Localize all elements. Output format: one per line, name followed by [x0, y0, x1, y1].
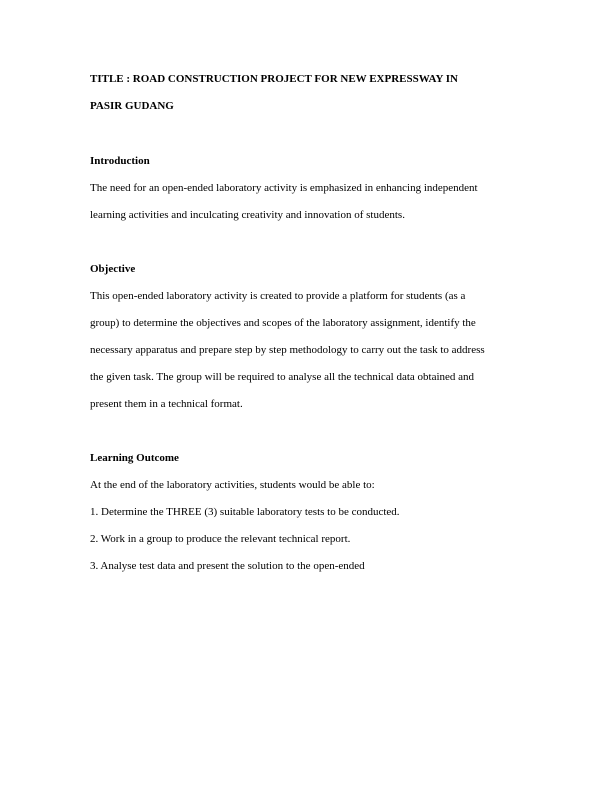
paragraph-line: At the end of the laboratory activities, students would be able to: — [90, 479, 375, 491]
paragraph-line: The need for an open-ended laboratory activity is emphasized in enhancing independent — [90, 182, 478, 194]
paragraph-line: the given task. The group will be required to analyse all the technical data obtained and — [90, 371, 475, 383]
introduction-paragraph — [90, 175, 530, 229]
paragraph-line: learning activities and inculcating creativity and innovation of students. — [90, 209, 405, 221]
paragraph-line: necessary apparatus and prepare step by step methodology to carry out the task to address — [90, 344, 485, 356]
spacer — [90, 229, 530, 256]
learning-outcome-paragraph — [90, 472, 530, 580]
section-heading-objective: Objective — [90, 263, 136, 275]
section-heading-introduction: Introduction — [90, 155, 150, 167]
list-item: 3. Analyse test data and present the solution to the open-ended — [90, 560, 365, 572]
section-heading-learning-outcome: Learning Outcome — [90, 452, 179, 464]
document-title-line-1: TITLE : ROAD CONSTRUCTION PROJECT FOR NEW EXPRESSWAY IN — [90, 73, 458, 85]
list-item: 1. Determine the THREE (3) suitable laboratory tests to be conducted. — [90, 506, 400, 518]
spacer — [90, 120, 530, 148]
paragraph-line: group) to determine the objectives and scopes of the laboratory assignment, identify the — [90, 317, 476, 329]
objective-paragraph — [90, 283, 530, 418]
document-title-line-2: PASIR GUDANG — [90, 100, 174, 112]
spacer — [90, 418, 530, 445]
list-item: 2. Work in a group to produce the relevant technical report. — [90, 533, 351, 545]
paragraph-line: This open-ended laboratory activity is created to provide a platform for students (as a — [90, 290, 466, 302]
document-content — [90, 66, 530, 580]
paragraph-line: present them in a technical format. — [90, 398, 243, 410]
